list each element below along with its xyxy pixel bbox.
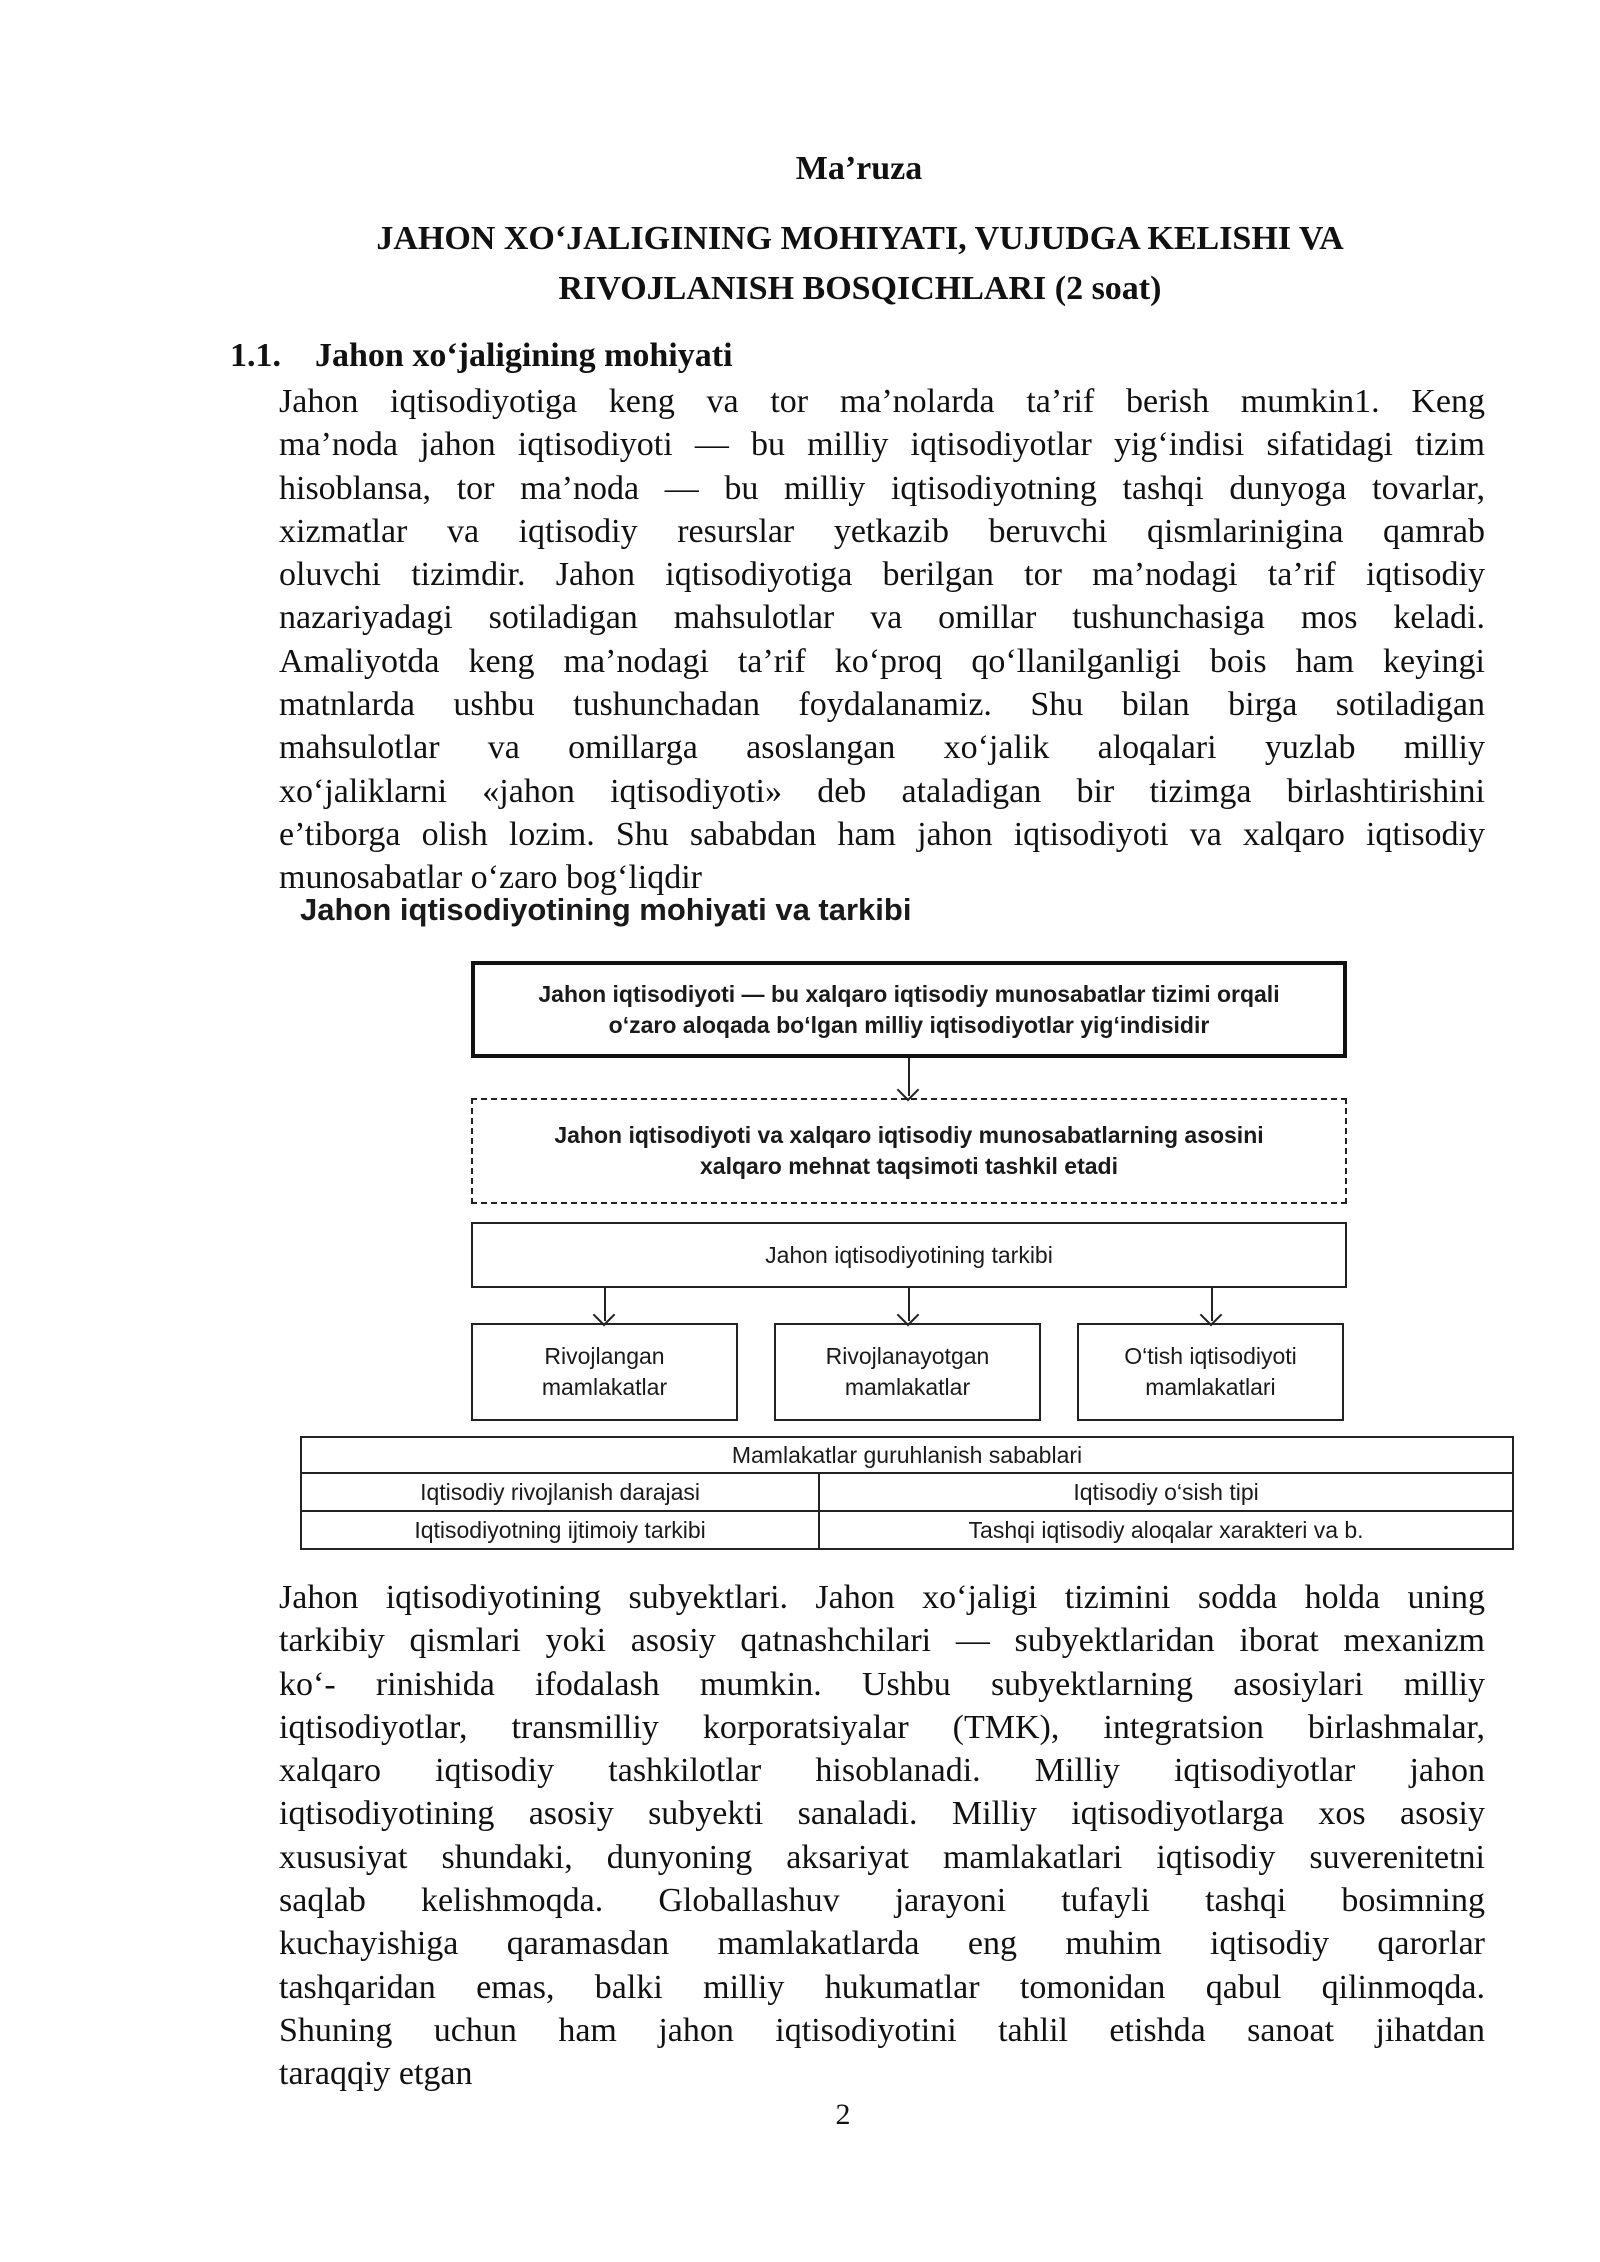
paragraph-line: iqtisodiyotlar, transmilliy korporatsiyalar (TMK), integratsion birlashmalar, bbox=[279, 1708, 1485, 1746]
arrow-down-icon bbox=[604, 1288, 606, 1321]
paragraph-line: Jahon iqtisodiyotiga keng va tor ma’nolarda ta’rif berish mumkin1. Keng bbox=[279, 383, 1485, 420]
paragraph-line: tarkibiy qismlari yoki asosiy qatnashchilari — subyektlaridan iborat mexanizm bbox=[279, 1622, 1485, 1660]
page-number: 2 bbox=[835, 2098, 851, 2131]
structure-box bbox=[471, 1222, 1347, 1288]
paragraph-line: mahsulotlar va omillarga asoslangan xo‘jalik aloqalari yuzlab milliy bbox=[279, 729, 1485, 767]
section-heading bbox=[230, 334, 733, 378]
paragraph-line: e’tiborga olish lozim. Shu sababdan ham jahon iqtisodiyoti va xalqaro iqtisodiy bbox=[279, 815, 1485, 853]
table-row bbox=[301, 1473, 1513, 1511]
paragraph-line: hisoblansa, tor ma’noda — bu milliy iqtisodiyotning tashqi dunyoga tovarlar, bbox=[279, 469, 1485, 507]
section-number: 1.1. bbox=[230, 337, 281, 374]
paragraph-line: Jahon iqtisodiyotining subyektlari. Jahon xo‘jaligi tizimini sodda holda uning bbox=[279, 1579, 1485, 1616]
paragraph-line: iqtisodiyotining asosiy subyekti sanaladi. Milliy iqtisodiyotlarga xos asosiy bbox=[279, 1795, 1485, 1833]
paragraph-line: Shuning uchun ham jahon iqtisodiyotini tahlil etishda sanoat jihatdan bbox=[279, 2011, 1485, 2049]
table-cell: Tashqi iqtisodiy aloqalar xarakteri va b. bbox=[819, 1511, 1513, 1549]
table-header-cell: Mamlakatlar guruhlanish sabablari bbox=[301, 1437, 1513, 1473]
paragraph-line: kuchayishiga qaramasdan mamlakatlarda eng muhim iqtisodiy qarorlar bbox=[279, 1925, 1485, 1963]
paragraph-line: saqlab kelishmoqda. Globallashuv jarayoni tufayli tashqi bosimning bbox=[279, 1882, 1485, 1920]
paragraph-line: xalqaro iqtisodiy tashkilotlar hisoblanadi. Milliy iqtisodiyotlar jahon bbox=[279, 1752, 1485, 1790]
paragraph-line: xo‘jaliklarni «jahon iqtisodiyoti» deb ataladigan bir tizimga birlashtirishini bbox=[279, 772, 1485, 810]
paragraph-line: matnlarda ushbu tushunchadan foydalanamiz. Shu bilan birga sotiladigan bbox=[279, 686, 1485, 724]
definition-line-2: o‘zaro aloqada bo‘lgan milliy iqtisodiyotlar yig‘indisidir bbox=[608, 1011, 1210, 1038]
table-cell: Iqtisodiyotning ijtimoiy tarkibi bbox=[301, 1511, 819, 1549]
paragraph-line: xususiyat shundaki, dunyoning aksariyat mamlakatlari iqtisodiy suverenitetni bbox=[279, 1838, 1485, 1876]
table-row bbox=[301, 1511, 1513, 1549]
paragraph-intro bbox=[279, 380, 1485, 900]
group-label: Rivojlanayotgan bbox=[825, 1343, 990, 1369]
section-title: Jahon xo‘jaligining mohiyati bbox=[315, 337, 733, 374]
paragraph-line: munosabatlar o‘zaro bog‘liqdir bbox=[279, 859, 702, 897]
paragraph-line: ko‘- rinishida ifodalash mumkin. Ushbu subyektlarning asosiylari milliy bbox=[279, 1665, 1485, 1703]
page-title bbox=[290, 214, 1430, 314]
group-transition-box bbox=[1077, 1323, 1344, 1421]
group-developed-box bbox=[471, 1323, 738, 1421]
structure-label: Jahon iqtisodiyotining tarkibi bbox=[765, 1241, 1053, 1268]
definition-line-1: Jahon iqtisodiyoti — bu xalqaro iqtisodiy munosabatlar tizimi orqali bbox=[538, 980, 1280, 1007]
definition-box bbox=[471, 961, 1347, 1058]
basis-line-1: Jahon iqtisodiyoti va xalqaro iqtisodiy munosabatlarning asosini bbox=[554, 1122, 1264, 1148]
paragraph-line: xizmatlar va iqtisodiy resurslar yetkazib beruvchi qismlarinigina qamrab bbox=[279, 512, 1485, 550]
arrow-down-icon bbox=[908, 1058, 910, 1096]
basis-line-2: xalqaro mehnat taqsimoti tashkil etadi bbox=[700, 1153, 1118, 1179]
basis-box bbox=[471, 1098, 1347, 1204]
table-cell: Iqtisodiy o‘sish tipi bbox=[819, 1473, 1513, 1511]
paragraph-line: Amaliyotda keng ma’nodagi ta’rif ko‘proq qo‘llanilganligi bois ham keyingi bbox=[279, 642, 1485, 680]
lecture-label: Ma’ruza bbox=[795, 150, 923, 187]
arrow-down-icon bbox=[1211, 1288, 1213, 1321]
grouping-reasons-table bbox=[300, 1436, 1514, 1550]
paragraph-line: oluvchi tizimdir. Jahon iqtisodiyotiga berilgan tor ma’nodagi ta’rif iqtisodiy bbox=[279, 556, 1485, 594]
title-line-2: RIVOJLANISH BOSQICHLARI (2 soat) bbox=[558, 270, 1162, 307]
table-header-row bbox=[301, 1437, 1513, 1473]
group-developing-box bbox=[774, 1323, 1041, 1421]
title-line-1: JAHON XO‘JALIGINING MOHIYATI, VUJUDGA KELISHI VA bbox=[376, 220, 1344, 257]
paragraph-line: ma’noda jahon iqtisodiyoti — bu milliy iqtisodiyotlar yig‘indisi sifatidagi tizim bbox=[279, 426, 1485, 464]
group-label: mamlakatlar bbox=[844, 1374, 971, 1400]
structure-diagram bbox=[296, 890, 1516, 1560]
diagram-title: Jahon iqtisodiyotining mohiyati va tarkibi bbox=[300, 892, 912, 927]
group-label: mamlakatlar bbox=[541, 1374, 668, 1400]
paragraph-subjects bbox=[279, 1576, 1485, 2096]
paragraph-line: nazariyadagi sotiladigan mahsulotlar va omillar tushunchasiga mos keladi. bbox=[279, 599, 1485, 637]
arrow-down-icon bbox=[908, 1288, 910, 1321]
group-label: Rivojlangan bbox=[544, 1343, 665, 1369]
paragraph-line: tashqaridan emas, balki milliy hukumatlar tomonidan qabul qilinmoqda. bbox=[279, 1968, 1485, 2006]
paragraph-line: taraqqiy etgan bbox=[279, 2055, 473, 2093]
table-cell: Iqtisodiy rivojlanish darajasi bbox=[301, 1473, 819, 1511]
group-label: O‘tish iqtisodiyoti bbox=[1124, 1343, 1297, 1369]
group-label: mamlakatlari bbox=[1145, 1374, 1276, 1400]
